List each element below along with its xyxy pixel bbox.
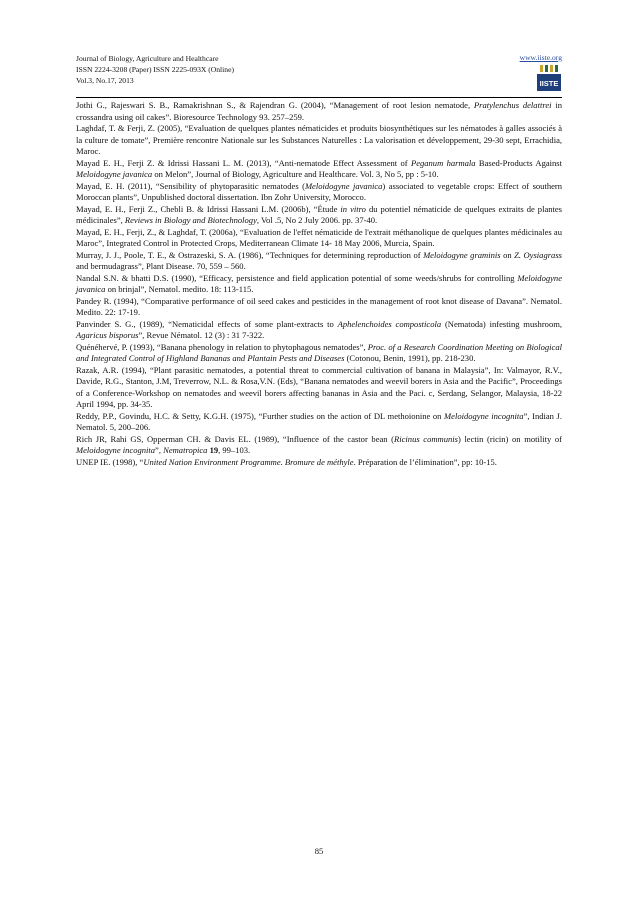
reference-entry: [76, 181, 562, 204]
reference-text: Laghdaf, T. & Ferji, Z. (2005), “Evaluation de quelques plantes nématicides et produits biosynthétiques sur les nématodes à galles associés à la culture de tomate”, Première rencontre Nationale sur les Substances Naturelles : La valorisation et développement, 29-30 sept, Errachidia, Maroc.: [76, 123, 562, 156]
reference-text: Peganum harmala: [410, 157, 476, 168]
reference-entry: [76, 204, 562, 227]
reference-text: Murray, J. J., Poole, T. E., & Ostrazeski, S. A. (1986), “Techniques for determining reproduction of: [76, 249, 424, 260]
page-number: 85: [314, 846, 324, 856]
reference-text: Aphelenchoides composticola: [337, 318, 442, 329]
reference-text: Reviews in Biology and Biotechnology: [124, 215, 257, 225]
reference-text: Meloidogyne javanica: [304, 180, 383, 191]
volume-line: Vol.3, No.17, 2013: [76, 76, 134, 85]
reference-text: Meloidogyne graminis: [423, 249, 501, 260]
reference-text: Pratylenchus delattrei: [473, 100, 552, 110]
reference-text: on: [500, 249, 515, 260]
reference-entry: [76, 100, 562, 123]
header-rule: [76, 97, 562, 98]
reference-text: , 99–103.: [218, 445, 251, 455]
reference-text: ) lectin (ricin) on motility of: [457, 433, 563, 444]
reference-text: in crossandra using oil cakes”. Bioresource Technology 93. 257–259.: [76, 100, 562, 122]
reference-text: , Vol .5, No 2 July 2006. pp. 37-40.: [256, 215, 378, 225]
reference-text: Z. Oysiagrass: [514, 249, 562, 260]
journal-title: Journal of Biology, Agriculture and Healthcare: [76, 54, 219, 63]
reference-text: UNEP IE. (1998), “: [76, 456, 144, 467]
reference-text: Based-Products Against: [475, 157, 562, 168]
reference-text: Pandey R. (1994), “Comparative performance of oil seed cakes and pesticides in the management of root knot disease of Davana”. Nematol. Medito. 22: 17-19.: [76, 295, 562, 317]
reference-text: (Nematoda) infesting mushroom,: [441, 318, 563, 329]
reference-text: Agaricus bisporus: [76, 330, 139, 340]
reference-text: Meloidogyne javanica: [76, 272, 562, 294]
reference-text: Razak, A.R. (1994), “Plant parasitic nematodes, a potential threat to commercial cultivation of banana in Malaysia”, In: Valmayor, R.V., Davide, R.G., Stanton, J.M, Treverrow, N.L. & Rosa,V.N. (Eds), “Banana nematodes and weevil borers in Asia and the Pacific”, Proceedings of a Conference-Workshop on nematodes and weevil borers affecting bananas in Asia and the Paci. c, Serdang, Selangor, Malaysia, 18-22 April 1994, pp. 34-35.: [76, 364, 562, 409]
reference-text: Meloidogyne incognita: [444, 410, 524, 421]
reference-text: Mayad, E. H., Ferji, Z., & Laghdaf, T. (2006a), “Evaluation de l'effet nématicide de l'extrait méthanolique de quelques plantes médicinales au Maroc”, Integrated Control in Protected Crops, Mediterranean Climate 14- 18 May 2006, Murcia, Spain.: [76, 226, 562, 248]
reference-text: in vitro: [340, 203, 366, 214]
reference-entry: [76, 457, 562, 469]
reference-entry: [76, 411, 562, 434]
issn-line: ISSN 2224-3208 (Paper) ISSN 2225-093X (Online): [76, 65, 234, 74]
reference-entry: [76, 158, 562, 181]
reference-text: Ricinus communis: [394, 433, 458, 444]
reference-entry: [76, 250, 562, 273]
reference-entry: [76, 227, 562, 250]
reference-text: Mayad E. H., Ferji Z. & Idrissi Hassani L. M. (2013), “Anti-nematode Effect Assessment of: [76, 157, 411, 168]
reference-text: ”,: [155, 445, 164, 455]
reference-text: . Préparation de l’élimination”, pp: 10-15.: [353, 456, 497, 467]
reference-entry: [76, 319, 562, 342]
reference-text: ”, Indian J. Nematol. 5, 200–206.: [76, 410, 562, 432]
reference-text: Mayad, E. H. (2011), “Sensibility of phytoparasitic nematodes (: [76, 180, 305, 191]
reference-entry: [76, 342, 562, 365]
reference-entry: [76, 296, 562, 319]
reference-text: and bermudagrass”, Plant Disease. 70, 559 – 560.: [76, 261, 246, 271]
reference-entry: [76, 123, 562, 158]
reference-text: Meloidogyne incognita: [76, 445, 156, 455]
reference-text: Nandal S.N. & bhatti D.S. (1990), “Efficacy, persistence and field application potential of some weeds/shrubs for controlling: [76, 272, 518, 283]
reference-text: ) associated to vegetable crops: Effect of southern Moroccan plants”, Unpublished doctoral dissertation. Ibn Zohr University, Morocco.: [76, 180, 562, 202]
reference-text: Meloidogyne javanica: [76, 169, 153, 179]
reference-text: du potentiel nématicide de quelques extraits de plantes médicinales”,: [76, 203, 563, 225]
reference-text: United Nation Environment Programme. Bromure de méthyle: [143, 456, 354, 467]
reference-entry: [76, 365, 562, 411]
reference-text: Panvinder S. G., (1989), “Nematicidal effects of some plant-extracts to: [76, 318, 338, 329]
journal-url-link[interactable]: www.iiste.org: [519, 53, 562, 62]
iiste-logo: [536, 64, 562, 92]
reference-text: on brinjal”, Nematol. medito. 18: 113-115.: [105, 284, 254, 294]
reference-text: Reddy, P.P., Govindu, H.C. & Setty, K.G.H. (1975), “Further studies on the action of DL methoionine on: [76, 410, 445, 421]
reference-text: Nematropica: [163, 445, 208, 455]
reference-text: Rich JR, Rahi GS, Opperman CH. & Davis EL. (1989), “Influence of the castor bean (: [76, 433, 395, 444]
reference-text: ”, Revue Nématol. 12 (3) : 31 7-322.: [138, 330, 265, 340]
reference-text: on Melon”, Journal of Biology, Agriculture and Healthcare. Vol. 3, No 5, pp : 5-10.: [152, 169, 439, 179]
reference-text: Jothi G., Rajeswari S. B., Ramakrishnan S., & Rajendran G. (2004), “Management of root lesion nematode,: [76, 100, 474, 110]
reference-entry: [76, 434, 562, 457]
reference-text: (Cotonou, Benin, 1991), pp. 218-230.: [344, 353, 476, 363]
page-header: [76, 53, 562, 97]
reference-text: Quénéhervé, P. (1993), “Banana phenology in relation to phytophagous nematodes”,: [76, 341, 368, 352]
reference-list: [76, 100, 562, 468]
logo-text: IISTE: [539, 79, 559, 88]
reference-text: Proc. of a Research Coordination Meeting on Biological and Integrated Control of Highland Bananas and Plantain Pests and Diseases: [76, 341, 562, 363]
reference-text: Mayad, E. H., Ferji Z., Chebli B. & Idrissi Hassani L.M. (2006b), “Étude: [76, 203, 341, 214]
reference-entry: [76, 273, 562, 296]
reference-text: 19: [209, 445, 219, 455]
